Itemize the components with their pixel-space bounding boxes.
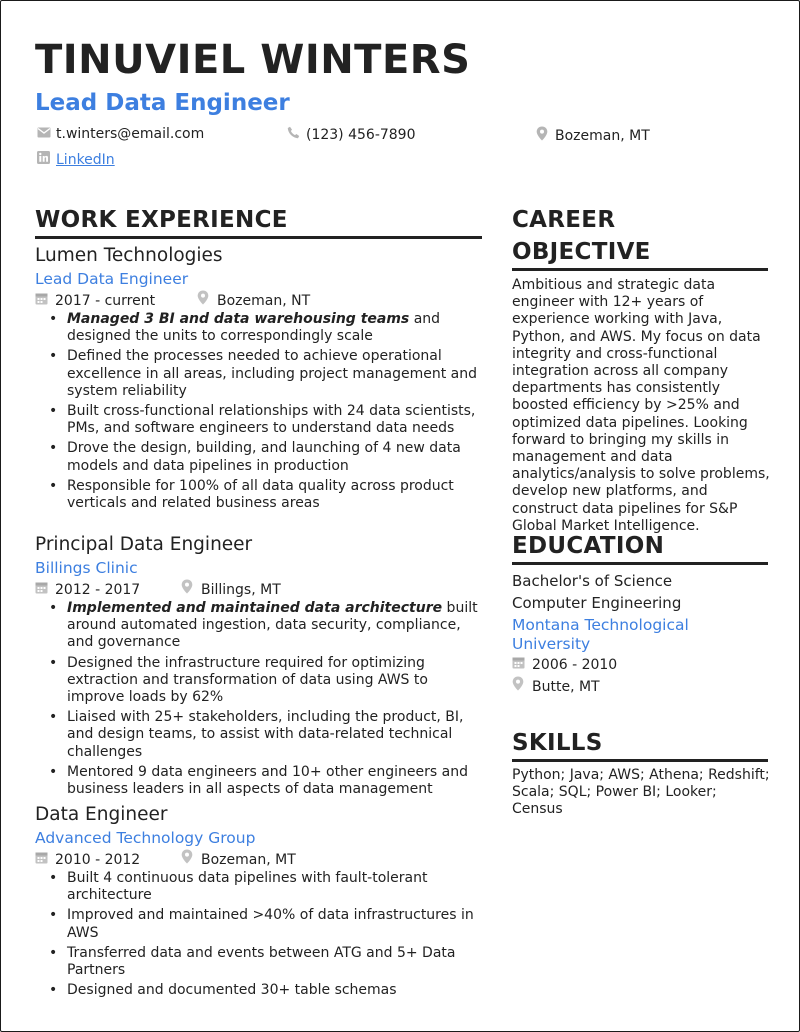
bullet-text: Liaised with 25+ stakeholders, including the product, BI, and design teams, to assist with data-related technical challenges xyxy=(67,709,464,760)
bullet-item xyxy=(48,945,481,979)
bullet-text: Built 4 continuous data pipelines with fault-tolerant architecture xyxy=(67,870,428,904)
job-role: Data Engineer xyxy=(35,804,168,825)
education-location xyxy=(512,676,600,697)
bullet-item xyxy=(48,764,481,798)
objective-text: Ambitious and strategic data engineer with 12+ years of experience working with Java, Python, and AWS. My focus on data integrity and cross-functional integration across all company departments has consistently boosted efficiency by >25% and optimized data pipelines. Looking forward to bringing my skills in management and data analytics/analysis to solve problems, develop new platforms, and construct data pipelines for S&P Global Market Intelligence. xyxy=(512,277,770,534)
skills-text: Python; Java; AWS; Athena; Redshift; Scala; SQL; Power BI; Looker; Census xyxy=(512,767,770,818)
education-location-text: Butte, MT xyxy=(532,678,600,695)
email-text: t.winters@email.com xyxy=(56,126,205,142)
job-company: Billings Clinic xyxy=(35,559,138,577)
career-objective-heading xyxy=(512,204,768,271)
job-entry xyxy=(35,244,481,515)
phone-text: (123) 456-7890 xyxy=(306,126,416,143)
calendar-icon xyxy=(35,580,51,600)
bullet-text: and designed the units to correspondingly scale xyxy=(67,311,441,345)
bullet-item xyxy=(48,311,481,345)
education-dates-text: 2006 - 2010 xyxy=(532,657,618,673)
skills-heading: SKILLS xyxy=(512,727,768,762)
education-dates xyxy=(512,655,617,675)
bullet-text: Built cross-functional relationships with 24 data scientists, PMs, and software engineers to understand data needs xyxy=(67,403,476,437)
job-role: Lumen Technologies xyxy=(35,245,223,266)
contact-phone xyxy=(287,126,416,143)
education-degree: Bachelor's of Science xyxy=(512,572,673,590)
work-experience-heading: WORK EXPERIENCE xyxy=(35,204,482,239)
job-location xyxy=(181,849,296,870)
job-bullets xyxy=(48,600,481,798)
bullet-item xyxy=(48,478,481,512)
candidate-title: Lead Data Engineer xyxy=(35,90,290,116)
envelope-icon xyxy=(37,126,52,142)
job-dates-text: 2010 - 2012 xyxy=(55,851,141,868)
job-bullets xyxy=(48,870,481,999)
job-entry xyxy=(35,803,481,1002)
bullet-item xyxy=(48,348,481,400)
bullet-item xyxy=(48,440,481,474)
bullet-item xyxy=(48,907,481,941)
job-location xyxy=(197,290,310,311)
bullet-text: Defined the processes needed to achieve operational excellence in all areas, including project management and system reliability xyxy=(67,348,477,399)
job-dates xyxy=(35,849,181,870)
bullet-highlight: Implemented and maintained data architecture xyxy=(67,600,443,616)
job-location-text: Bozeman, MT xyxy=(201,851,296,868)
bullet-item xyxy=(48,709,481,761)
education-field: Computer Engineering xyxy=(512,594,682,612)
job-entry xyxy=(35,533,481,801)
bullet-text: built around automated ingestion, data security, compliance, and governance xyxy=(67,600,478,651)
candidate-name: TINUVIEL WINTERS xyxy=(35,37,471,83)
bullet-text: Designed and documented 30+ table schemas xyxy=(67,982,397,999)
location-text: Bozeman, MT xyxy=(555,127,650,144)
objective-heading-line2: OBJECTIVE xyxy=(512,239,651,265)
contact-linkedin xyxy=(37,151,115,168)
bullet-text: Designed the infrastructure required for optimizing extraction and transformation of data using AWS to improve loads by 62% xyxy=(67,654,428,706)
job-meta xyxy=(35,849,481,870)
map-pin-icon xyxy=(512,676,528,697)
job-location-text: Bozeman, NT xyxy=(217,292,311,309)
job-location-text: Billings, MT xyxy=(201,581,281,598)
job-dates xyxy=(35,579,181,600)
job-company: Advanced Technology Group xyxy=(35,829,256,847)
map-pin-icon xyxy=(197,290,213,311)
calendar-icon xyxy=(35,850,51,870)
calendar-icon xyxy=(35,291,51,311)
bullet-highlight: Managed 3 BI and data warehousing teams xyxy=(67,311,410,327)
job-location xyxy=(181,579,281,600)
bullet-item xyxy=(48,982,481,999)
linkedin-link[interactable]: LinkedIn xyxy=(56,151,115,168)
job-meta xyxy=(35,579,481,600)
job-dates-text: 2012 - 2017 xyxy=(55,581,141,598)
calendar-icon xyxy=(512,655,528,675)
bullet-text: Responsible for 100% of all data quality across product verticals and related business areas xyxy=(67,477,454,512)
bullet-text: Drove the design, building, and launching of 4 new data models and data pipelines in production xyxy=(67,440,461,474)
job-bullets xyxy=(48,311,481,512)
education-heading: EDUCATION xyxy=(512,530,768,565)
contact-email xyxy=(37,126,204,142)
job-role: Principal Data Engineer xyxy=(35,534,253,555)
bullet-item xyxy=(48,600,481,652)
job-dates-text: 2017 - current xyxy=(55,292,156,309)
bullet-item xyxy=(48,870,481,904)
map-pin-icon xyxy=(536,126,551,145)
contact-location xyxy=(536,126,650,145)
bullet-text: Mentored 9 data engineers and 10+ other engineers and business leaders in all aspects of data management xyxy=(67,763,468,798)
map-pin-icon xyxy=(181,579,197,600)
linkedin-icon xyxy=(37,151,52,168)
education-school: Montana Technological University xyxy=(512,616,689,653)
objective-heading-line1: CAREER xyxy=(512,207,616,233)
bullet-text: Improved and maintained >40% of data infrastructures in AWS xyxy=(67,907,474,941)
job-dates xyxy=(35,290,197,311)
job-company: Lead Data Engineer xyxy=(35,270,189,288)
phone-icon xyxy=(287,126,302,143)
map-pin-icon xyxy=(181,849,197,870)
bullet-item xyxy=(48,655,481,707)
bullet-text: Transferred data and events between ATG and 5+ Data Partners xyxy=(67,944,456,979)
job-meta xyxy=(35,290,481,311)
bullet-item xyxy=(48,403,481,437)
